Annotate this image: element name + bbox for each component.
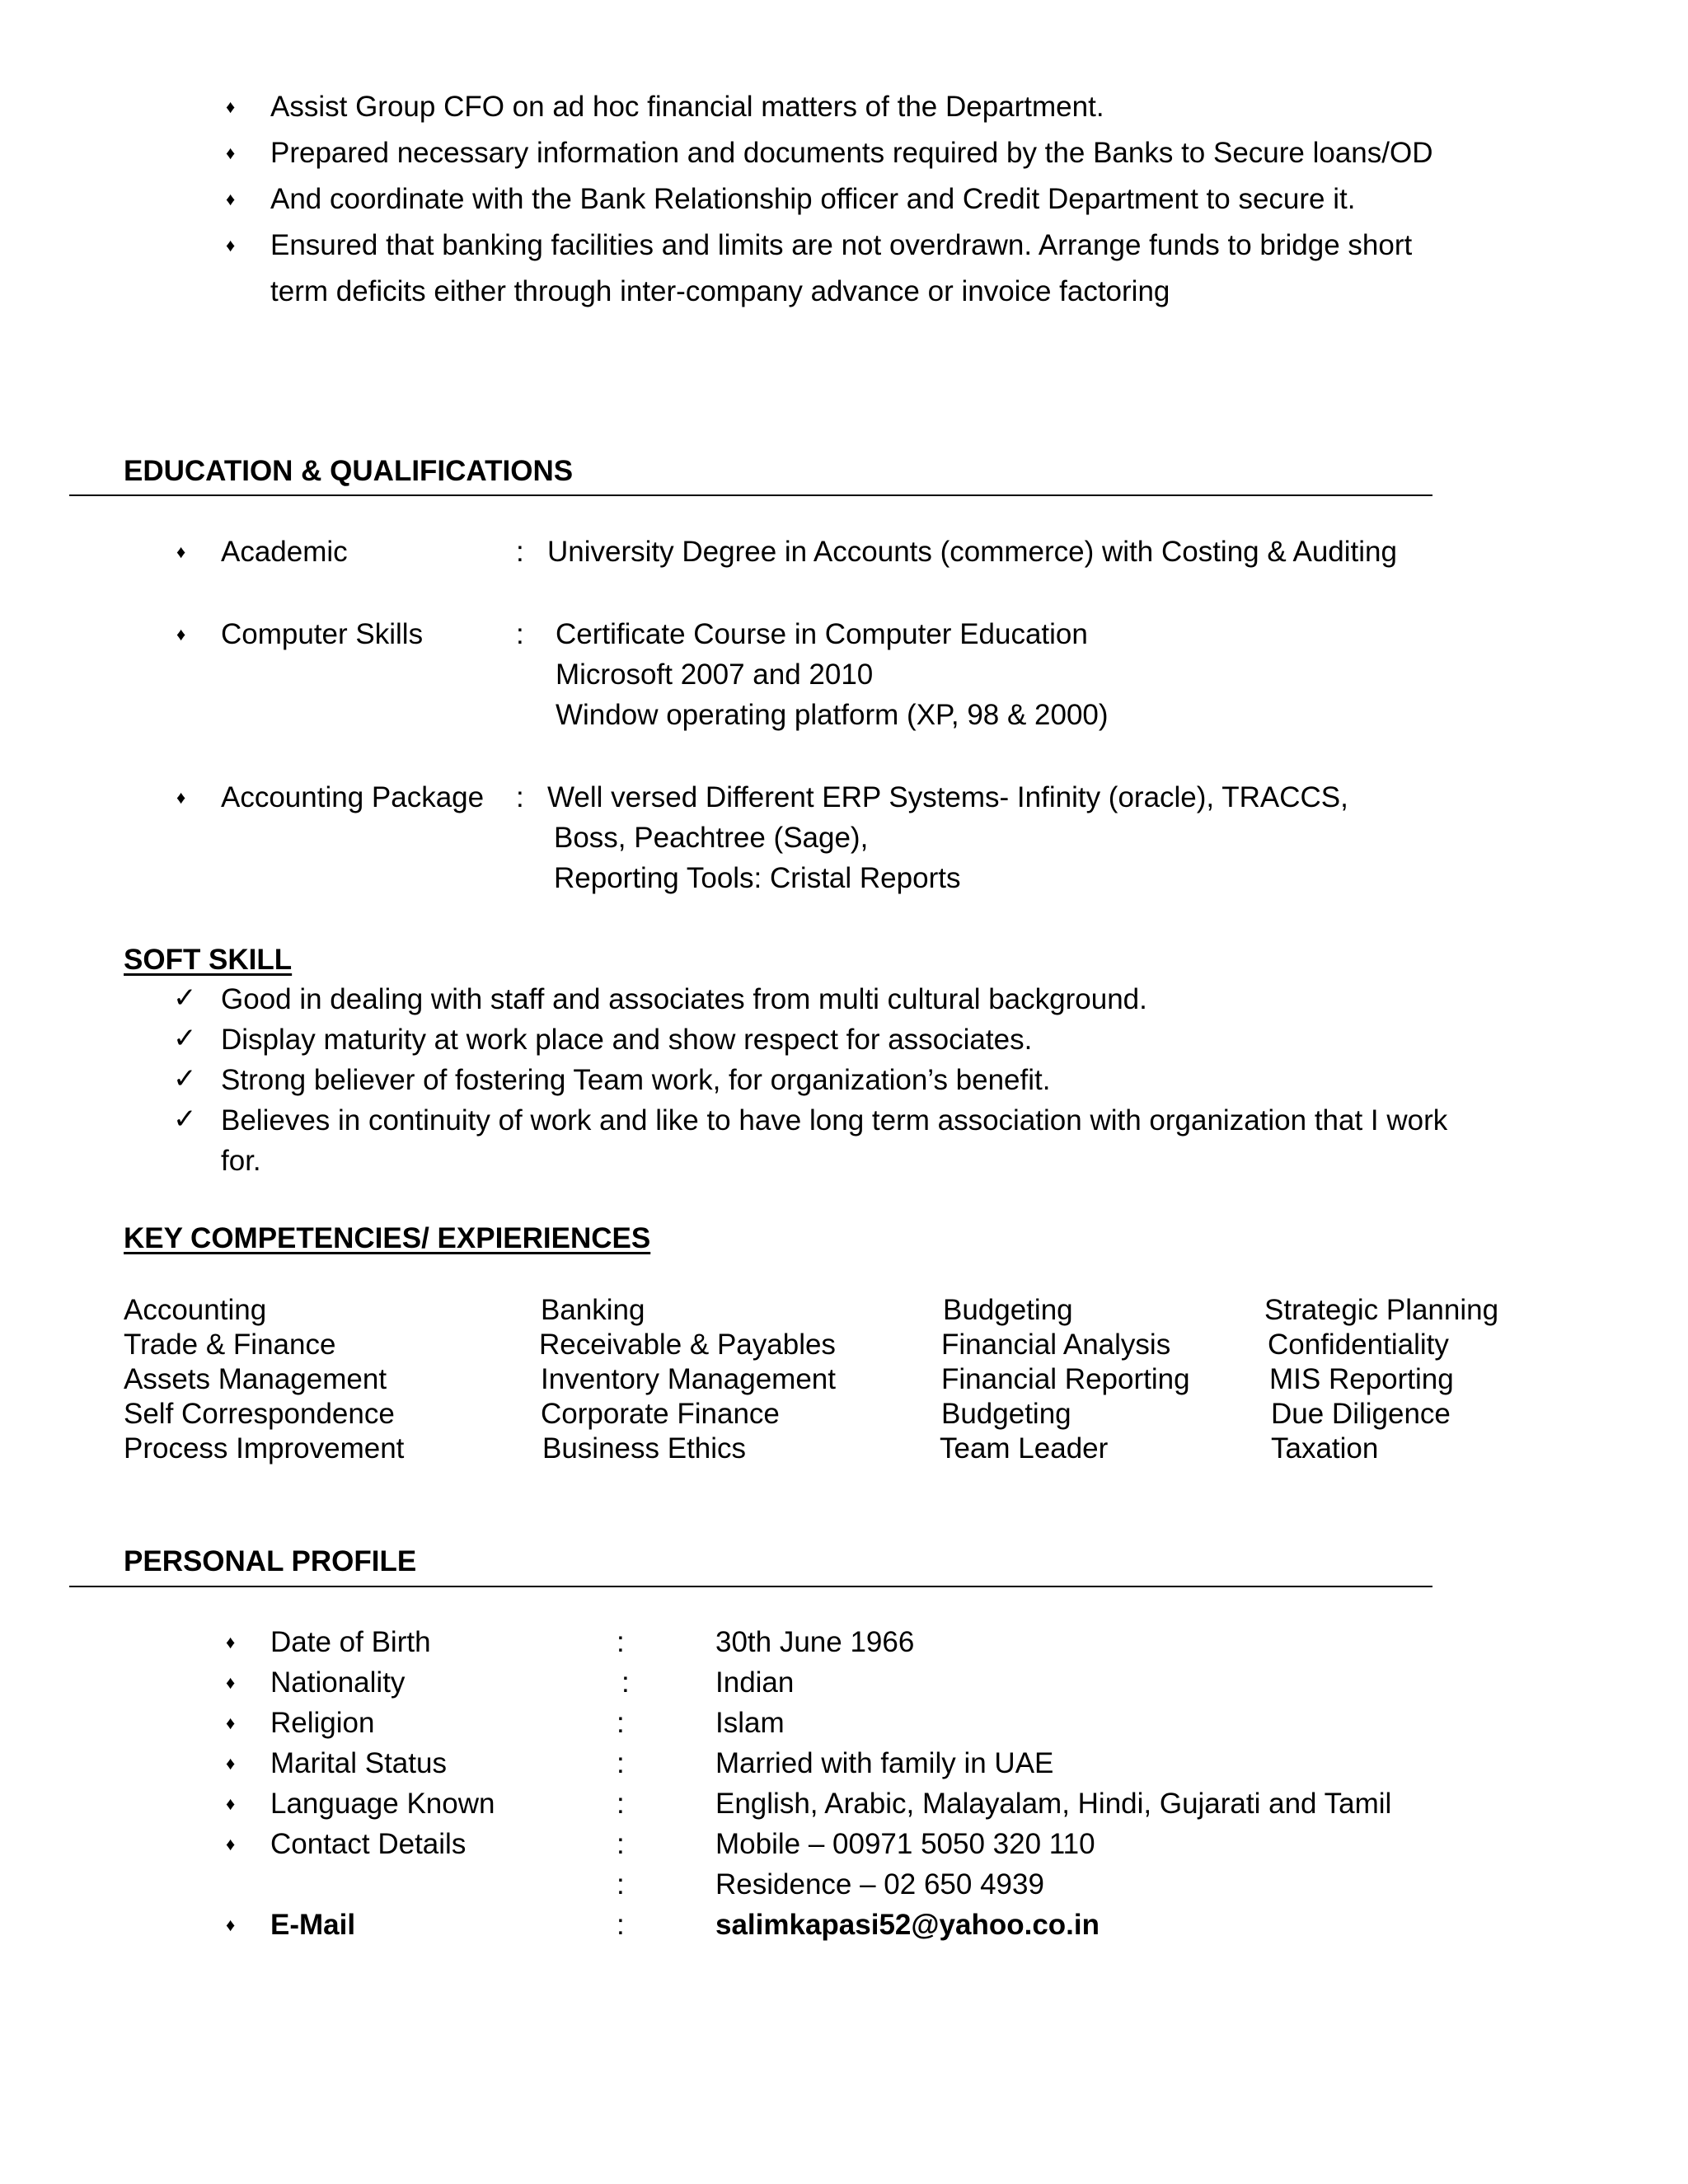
checkmark-icon: ✓ (173, 982, 197, 1015)
profile-label: Nationality (270, 1666, 406, 1699)
profile-label: Language Known (270, 1788, 495, 1820)
competencies-heading: KEY COMPETENCIES/ EXPIERIENCES (124, 1222, 651, 1254)
education-value: University Degree in Accounts (commerce) with Costing & Auditing (547, 536, 1397, 568)
colon-separator: : (617, 1909, 625, 1941)
diamond-bullet-icon: ♦ (226, 1713, 236, 1733)
competency-item: Confidentiality (1268, 1329, 1449, 1361)
competency-item: Assets Management (124, 1363, 387, 1395)
list-item-continuation: for. (221, 1145, 261, 1177)
profile-label: Marital Status (270, 1747, 447, 1779)
section-divider (69, 494, 1432, 496)
competency-item: Inventory Management (541, 1363, 836, 1395)
competency-item: Process Improvement (124, 1432, 405, 1465)
colon-separator: : (617, 1707, 625, 1739)
colon-separator: : (617, 1828, 625, 1860)
education-value: Microsoft 2007 and 2010 (556, 658, 874, 691)
diamond-bullet-icon: ♦ (176, 541, 186, 562)
profile-label: Date of Birth (270, 1626, 431, 1658)
competency-item: Taxation (1271, 1432, 1379, 1465)
section-divider (69, 1586, 1432, 1587)
competency-item: Budgeting (943, 1294, 1073, 1326)
education-value: Well versed Different ERP Systems- Infinity (oracle), TRACCS, (547, 781, 1348, 813)
list-item: And coordinate with the Bank Relationship officer and Credit Department to secure it. (270, 183, 1356, 215)
checkmark-icon: ✓ (173, 1103, 197, 1136)
list-item: Believes in continuity of work and like to have long term association with organization that I work (221, 1104, 1448, 1137)
competency-item: Financial Analysis (941, 1329, 1171, 1361)
diamond-bullet-icon: ♦ (226, 143, 236, 163)
competency-item: Self Correspondence (124, 1398, 395, 1430)
list-item: Prepared necessary information and documents required by the Banks to Secure loans/OD (270, 137, 1433, 169)
education-label: Accounting Package (221, 781, 485, 813)
colon-separator: : (516, 536, 524, 568)
profile-value: Mobile – 00971 5050 320 110 (715, 1828, 1095, 1860)
competency-item: Due Diligence (1271, 1398, 1451, 1430)
education-heading: EDUCATION & QUALIFICATIONS (124, 455, 574, 487)
list-item: Assist Group CFO on ad hoc financial matters of the Department. (270, 91, 1104, 123)
education-value: Window operating platform (XP, 98 & 2000) (556, 699, 1109, 731)
list-item: Strong believer of fostering Team work, for organization’s benefit. (221, 1064, 1051, 1096)
colon-separator: : (621, 1666, 630, 1699)
diamond-bullet-icon: ♦ (226, 96, 236, 117)
education-label: Academic (221, 536, 348, 568)
education-label: Computer Skills (221, 618, 424, 650)
diamond-bullet-icon: ♦ (176, 787, 186, 808)
competency-item: Strategic Planning (1264, 1294, 1499, 1326)
diamond-bullet-icon: ♦ (226, 189, 236, 209)
list-item: Good in dealing with staff and associates from multi cultural background. (221, 983, 1147, 1015)
colon-separator: : (617, 1626, 625, 1658)
competency-item: Budgeting (941, 1398, 1071, 1430)
profile-label: Religion (270, 1707, 375, 1739)
profile-value: Islam (715, 1707, 785, 1739)
competency-item: Team Leader (940, 1432, 1109, 1465)
diamond-bullet-icon: ♦ (226, 1915, 236, 1935)
diamond-bullet-icon: ♦ (176, 624, 186, 644)
checkmark-icon: ✓ (173, 1062, 197, 1095)
education-value: Boss, Peachtree (Sage), (554, 822, 869, 854)
colon-separator: : (617, 1788, 625, 1820)
competency-item: MIS Reporting (1269, 1363, 1454, 1395)
diamond-bullet-icon: ♦ (226, 1834, 236, 1854)
personal-profile-heading: PERSONAL PROFILE (124, 1545, 417, 1577)
diamond-bullet-icon: ♦ (226, 1793, 236, 1814)
checkmark-icon: ✓ (173, 1022, 197, 1055)
colon-separator: : (617, 1747, 625, 1779)
education-value: Certificate Course in Computer Education (556, 618, 1088, 650)
diamond-bullet-icon: ♦ (226, 1632, 236, 1652)
profile-value: Married with family in UAE (715, 1747, 1054, 1779)
list-item-continuation: term deficits either through inter-company advance or invoice factoring (270, 275, 1170, 307)
soft-skill-heading: SOFT SKILL (124, 944, 293, 976)
colon-separator: : (617, 1868, 625, 1900)
competency-item: Trade & Finance (124, 1329, 336, 1361)
profile-value: Residence – 02 650 4939 (715, 1868, 1044, 1900)
diamond-bullet-icon: ♦ (226, 1672, 236, 1693)
list-item: Display maturity at work place and show respect for associates. (221, 1024, 1033, 1056)
education-value: Reporting Tools: Cristal Reports (554, 862, 961, 894)
competency-item: Receivable & Payables (539, 1329, 836, 1361)
competency-item: Financial Reporting (941, 1363, 1190, 1395)
list-item: Ensured that banking facilities and limits are not overdrawn. Arrange funds to bridge short (270, 229, 1413, 261)
profile-value: English, Arabic, Malayalam, Hindi, Gujarati and Tamil (715, 1788, 1392, 1820)
competency-item: Business Ethics (542, 1432, 747, 1465)
competency-item: Banking (541, 1294, 645, 1326)
colon-separator: : (516, 781, 524, 813)
colon-separator: : (516, 618, 524, 650)
diamond-bullet-icon: ♦ (226, 235, 236, 255)
competency-item: Accounting (124, 1294, 267, 1326)
profile-label: Contact Details (270, 1828, 467, 1860)
profile-value: 30th June 1966 (715, 1626, 915, 1658)
diamond-bullet-icon: ♦ (226, 1753, 236, 1774)
profile-label: E-Mail (270, 1909, 356, 1941)
email-link[interactable]: salimkapasi52@yahoo.co.in (715, 1909, 1100, 1941)
competency-item: Corporate Finance (541, 1398, 780, 1430)
profile-value: Indian (715, 1666, 795, 1699)
